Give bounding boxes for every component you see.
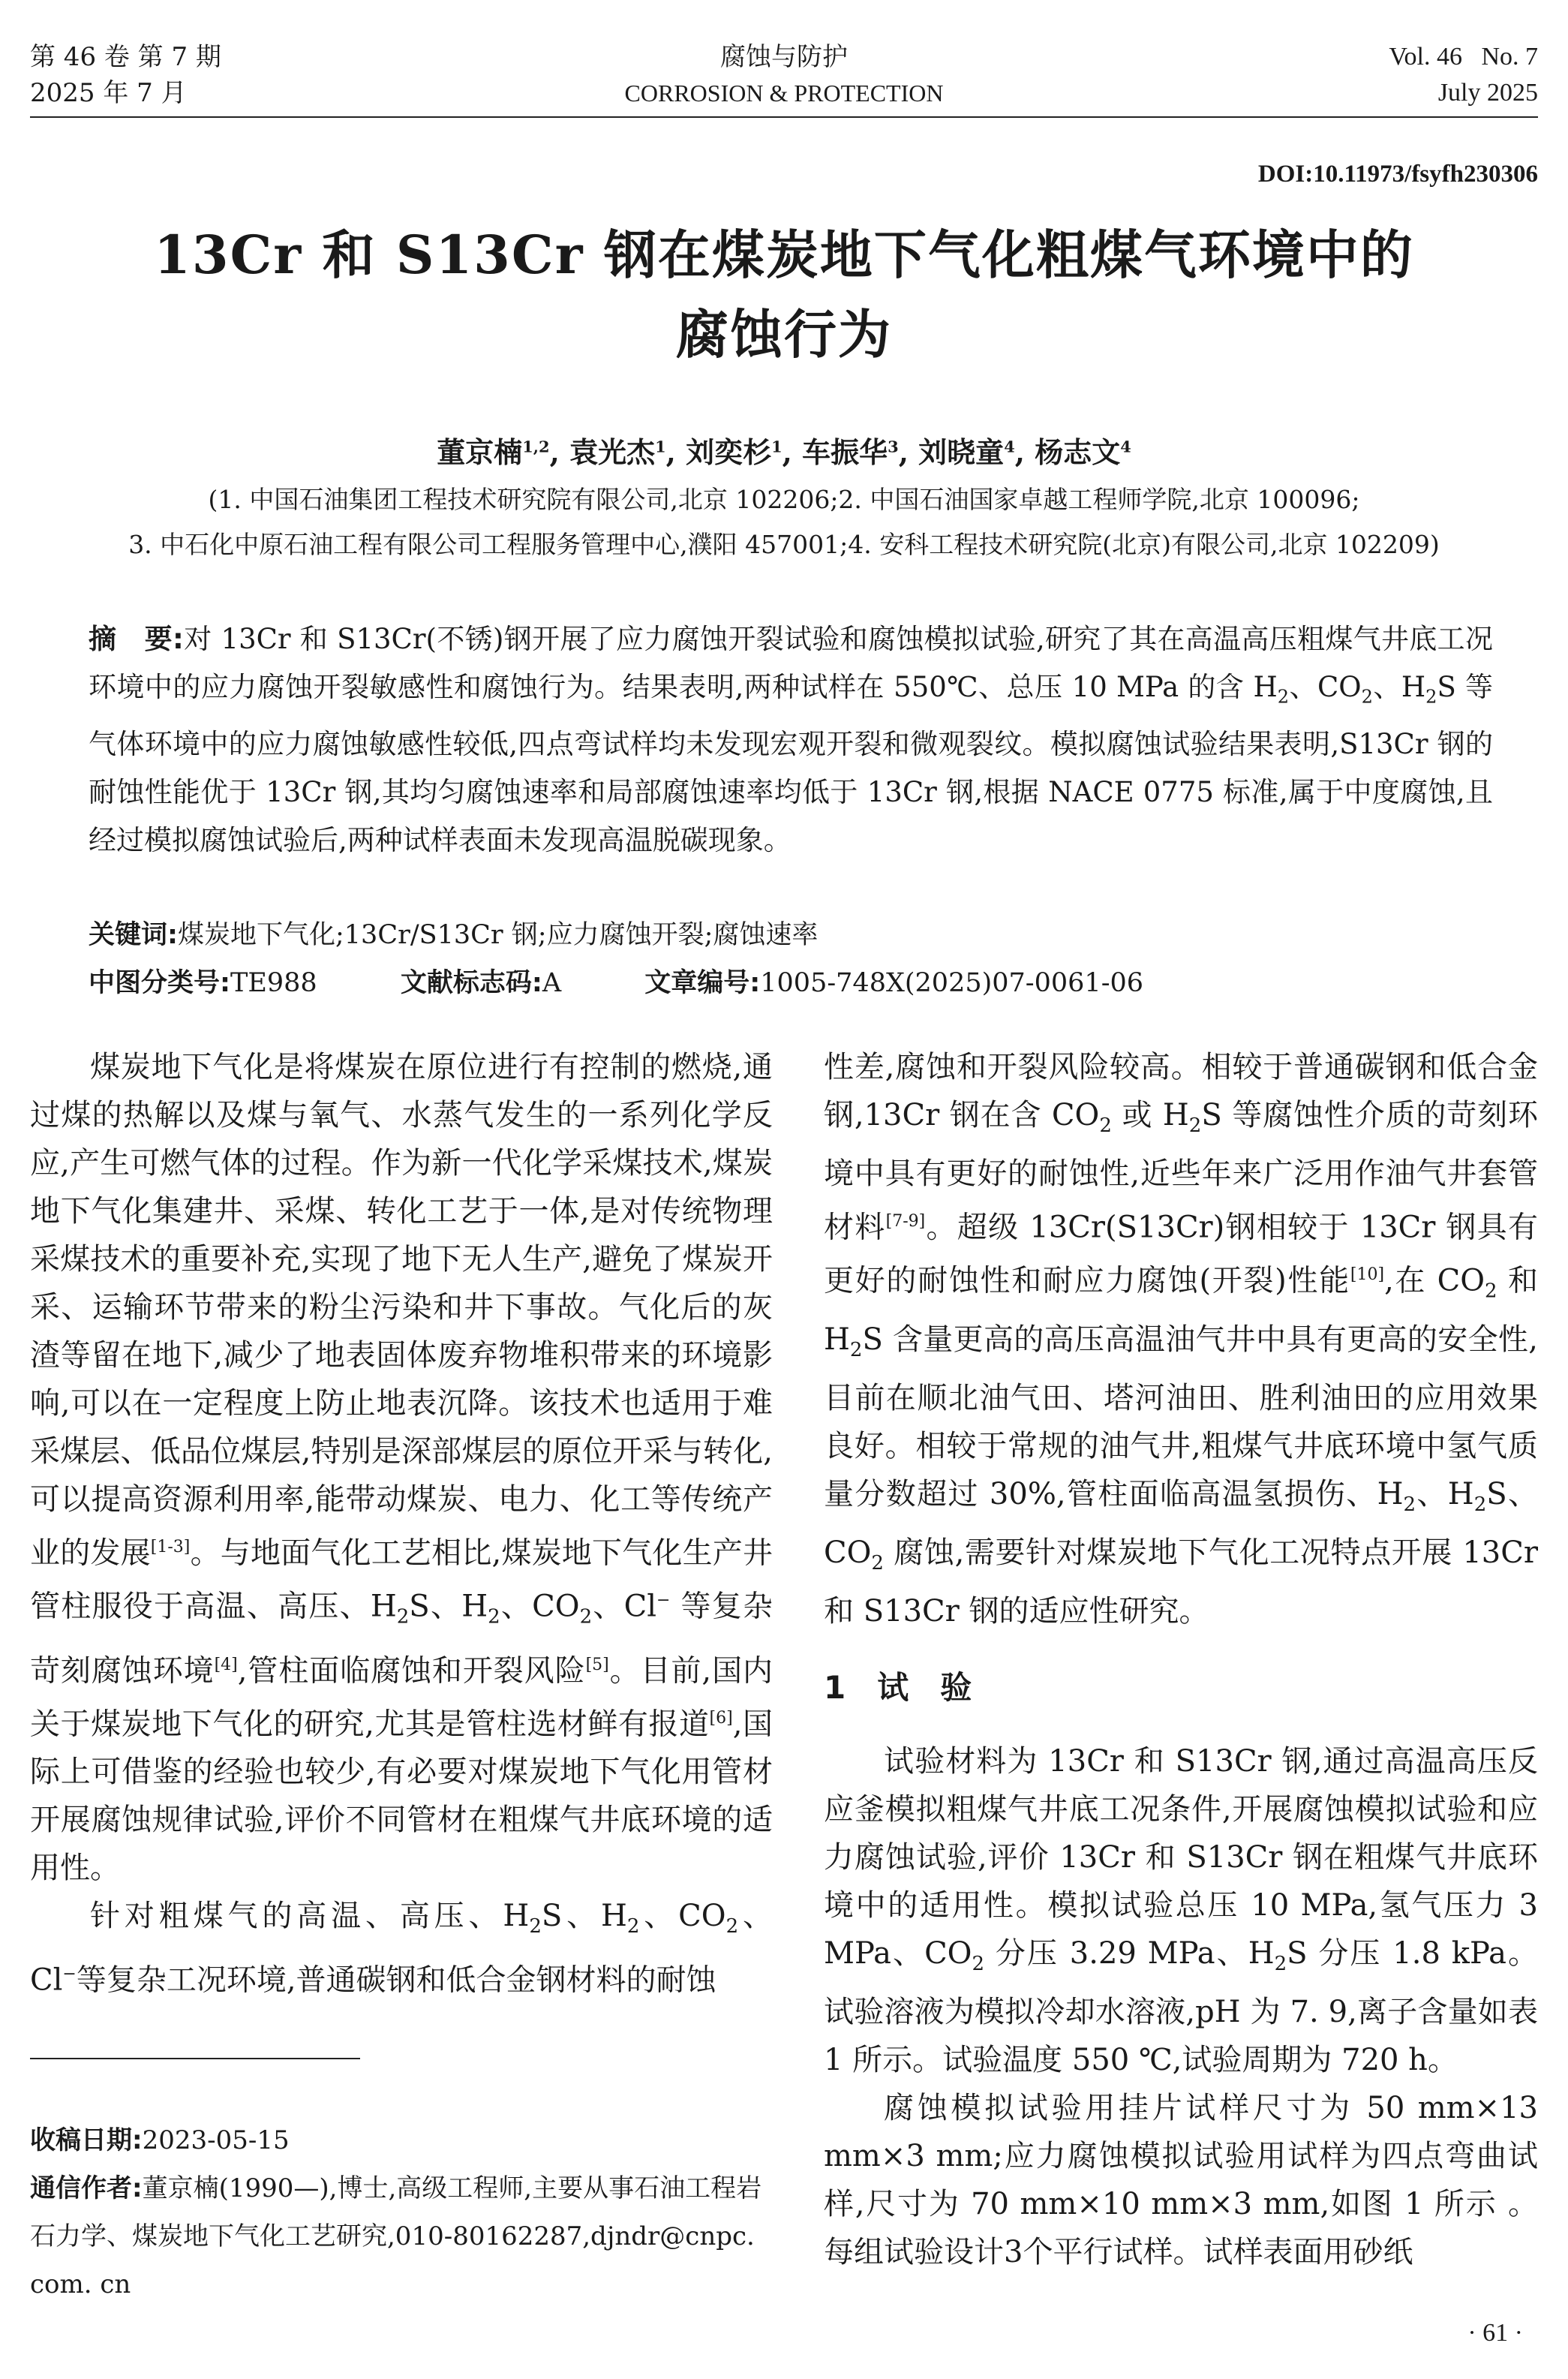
left-column (30, 1043, 773, 2005)
received-date: 收稿日期:2023-05-15 (30, 2125, 290, 2155)
paragraph: 煤炭地下气化是将煤炭在原位进行有控制的燃烧,通过煤的热解以及煤与氧气、水蒸气发生的一系列化学反应,产生可燃气体的过程。作为新一代化学采煤技术,煤炭地下气化集建井、采煤、转化工艺于一体,是对传统物理采煤技术的重要补充,实现了地下无人生产,避免了煤炭开采、运输环节带来的粉尘污染和井下事故。气化后的灰渣等留在地下,减少了地表固体废弃物堆积带来的环境影响,可以在一定程度上防止地表沉降。该技术也适用于难采煤层、低品位煤层,特别是深部煤层的原位开采与转化,可以提高资源利用率,能带动煤炭、电力、化工等传统产业的发展[1-3]。与地面气化工艺相比,煤炭地下气化生产井管柱服役于高温、高压、$H_2S$、$H_2$、$CO_2$、Cl− 等复杂苛刻腐蚀环境[4],管柱面临腐蚀和开裂风险[5]。目前,国内关于煤炭地下气化的研究,尤其是管柱选材鲜有报道[6],国际上可借鉴的经验也较少,有必要对煤炭地下气化用管材开展腐蚀规律试验,评价不同管材在粗煤气井底环境的适用性。 (30, 1050, 773, 1886)
paragraph: 针对粗煤气的高温、高压、$H_2S$、$H_2$、$CO_2$、Cl−等复杂工况环境,普通碳钢和低合金钢材料的耐蚀 (30, 1899, 773, 1998)
paper-title: 13Cr 和 S13Cr 钢在煤炭地下气化粗煤气环境中的 腐蚀行为 (154, 224, 1414, 365)
classification-line (89, 962, 1493, 1000)
author-name: 袁光杰 (569, 435, 656, 469)
paragraph: 试验材料为 13Cr 和 S13Cr 钢,通过高温高压反应釜模拟粗煤气井底工况条件,开展腐蚀模拟试验和应力腐蚀试验,评价 13Cr 和 S13Cr 钢在粗煤气井底环境中的适用性。模拟试验总压 10 MPa,氢气压力 3 MPa、$CO_2$ 分压 3.29 MPa、$H_2S$ 分压 1.8 kPa。试验溶液为模拟冷却水溶液,pH 为 7. 9,离子含量如表 1 所示。试验温度 550 ℃,试验周期为 720 h。 (824, 1743, 1538, 2077)
author-name: 董京楠 (437, 435, 523, 469)
doi: DOI:10.11973/fsyfh230306 (1257, 161, 1538, 188)
affiliations: (1. 中国石油集团工程技术研究院有限公司,北京 102206;2. 中国石油国家卓越工程师学院,北京 100096; 3. 中石化中原石油工程有限公司工程服务管理中心,濮阳 457001;4. 安科工程技术研究院(北京)有限公司,北京 102209) (128, 485, 1440, 559)
keywords: 关键词:煤炭地下气化;13Cr/S13Cr 钢;应力腐蚀开裂;腐蚀速率 (89, 920, 819, 950)
journal-name: 腐蚀与防护 CORROSION & PROTECTION (624, 42, 944, 107)
author-name: 车振华 (802, 435, 888, 469)
abstract-label: 摘 要: (89, 623, 184, 655)
journal-volume-issue: 第 46 卷 第 7 期 2025 年 7 月 (30, 42, 221, 108)
footnote-rule (30, 2058, 360, 2059)
document-code: 文献标志码:A (400, 968, 562, 998)
footnote (30, 2116, 773, 2308)
abstract: 摘 要:对 13Cr 和 S13Cr(不锈)钢开展了应力腐蚀开裂试验和腐蚀模拟试验,研究了其在高温高压粗煤气井底工况环境中的应力腐蚀开裂敏感性和腐蚀行为。结果表明,两种试样在 550℃、总压 10 MPa 的含 $H_2$、$CO_2$、$H_2S$ 等气体环境中的应力腐蚀敏感性较低,四点弯试样均未发现宏观开裂和微观裂纹。模拟腐蚀试验结果表明,S13Cr 钢的耐蚀性能优于 13Cr 钢,其均匀腐蚀速率和局部腐蚀速率均低于 13Cr 钢,根据 NACE 0775 标准,属于中度腐蚀,且经过模拟腐蚀试验后,两种试样表面未发现高温脱碳现象。 (89, 623, 1494, 857)
corresponding-author: 通信作者:董京楠(1990—),博士,高级工程师,主要从事石油工程岩石力学、煤炭地下气化工艺研究,010-80162287,djndr@cnpc. com. cn (30, 2173, 762, 2299)
right-column (824, 1043, 1538, 2276)
author-name: 刘奕杉 (686, 435, 772, 469)
header-rule (30, 116, 1538, 118)
journal-volume-issue-en: Vol. 46 No. 7 July 2025 (1389, 43, 1538, 107)
page-number: · 61 · (1467, 2319, 1523, 2347)
section-heading: 1 试 验 (824, 1668, 972, 1706)
author-name: 杨志文 (1035, 435, 1121, 469)
paragraph: 性差,腐蚀和开裂风险较高。相较于普通碳钢和低合金钢,13Cr 钢在含 $CO_2$ 或 $H_2S$ 等腐蚀性介质的苛刻环境中具有更好的耐蚀性,近些年来广泛用作油气井套管材料[7-9]。超级 13Cr(S13Cr)钢相较于 13Cr 钢具有更好的耐蚀性和耐应力腐蚀(开裂)性能[10],在 $CO_2$ 和 $H_2S$ 含量更高的高压高温油气井中具有更高的安全性,目前在顺北油气田、塔河油田、胜利油田的应用效果良好。相较于常规的油气井,粗煤气井底环境中氢气质量分数超过 30%,管柱面临高温氢损伤、$H_2$、$H_2S$、$CO_2$ 腐蚀,需要针对煤炭地下气化工况特点开展 13Cr 和 S13Cr 钢的适应性研究。 (824, 1050, 1539, 1629)
clc-code: 中图分类号:TE988 (89, 968, 317, 998)
paragraph: 腐蚀模拟试验用挂片试样尺寸为 50 mm×13 mm×3 mm;应力腐蚀模拟试验用试样为四点弯曲试样,尺寸为 70 mm×10 mm×3 mm,如图 1 所示 。每组试验设计3个平行试样。试样表面用砂纸 (824, 2090, 1538, 2269)
author-name: 刘晓童 (918, 435, 1005, 469)
article-number: 文章编号:1005-748X(2025)07-0061-06 (644, 968, 1144, 998)
author-list: 董京楠$^{1,2}$, 袁光杰$^1$, 刘奕杉$^1$, 车振华$^3$, 刘晓童$^4$, 杨志文$^4$ (437, 435, 1131, 469)
